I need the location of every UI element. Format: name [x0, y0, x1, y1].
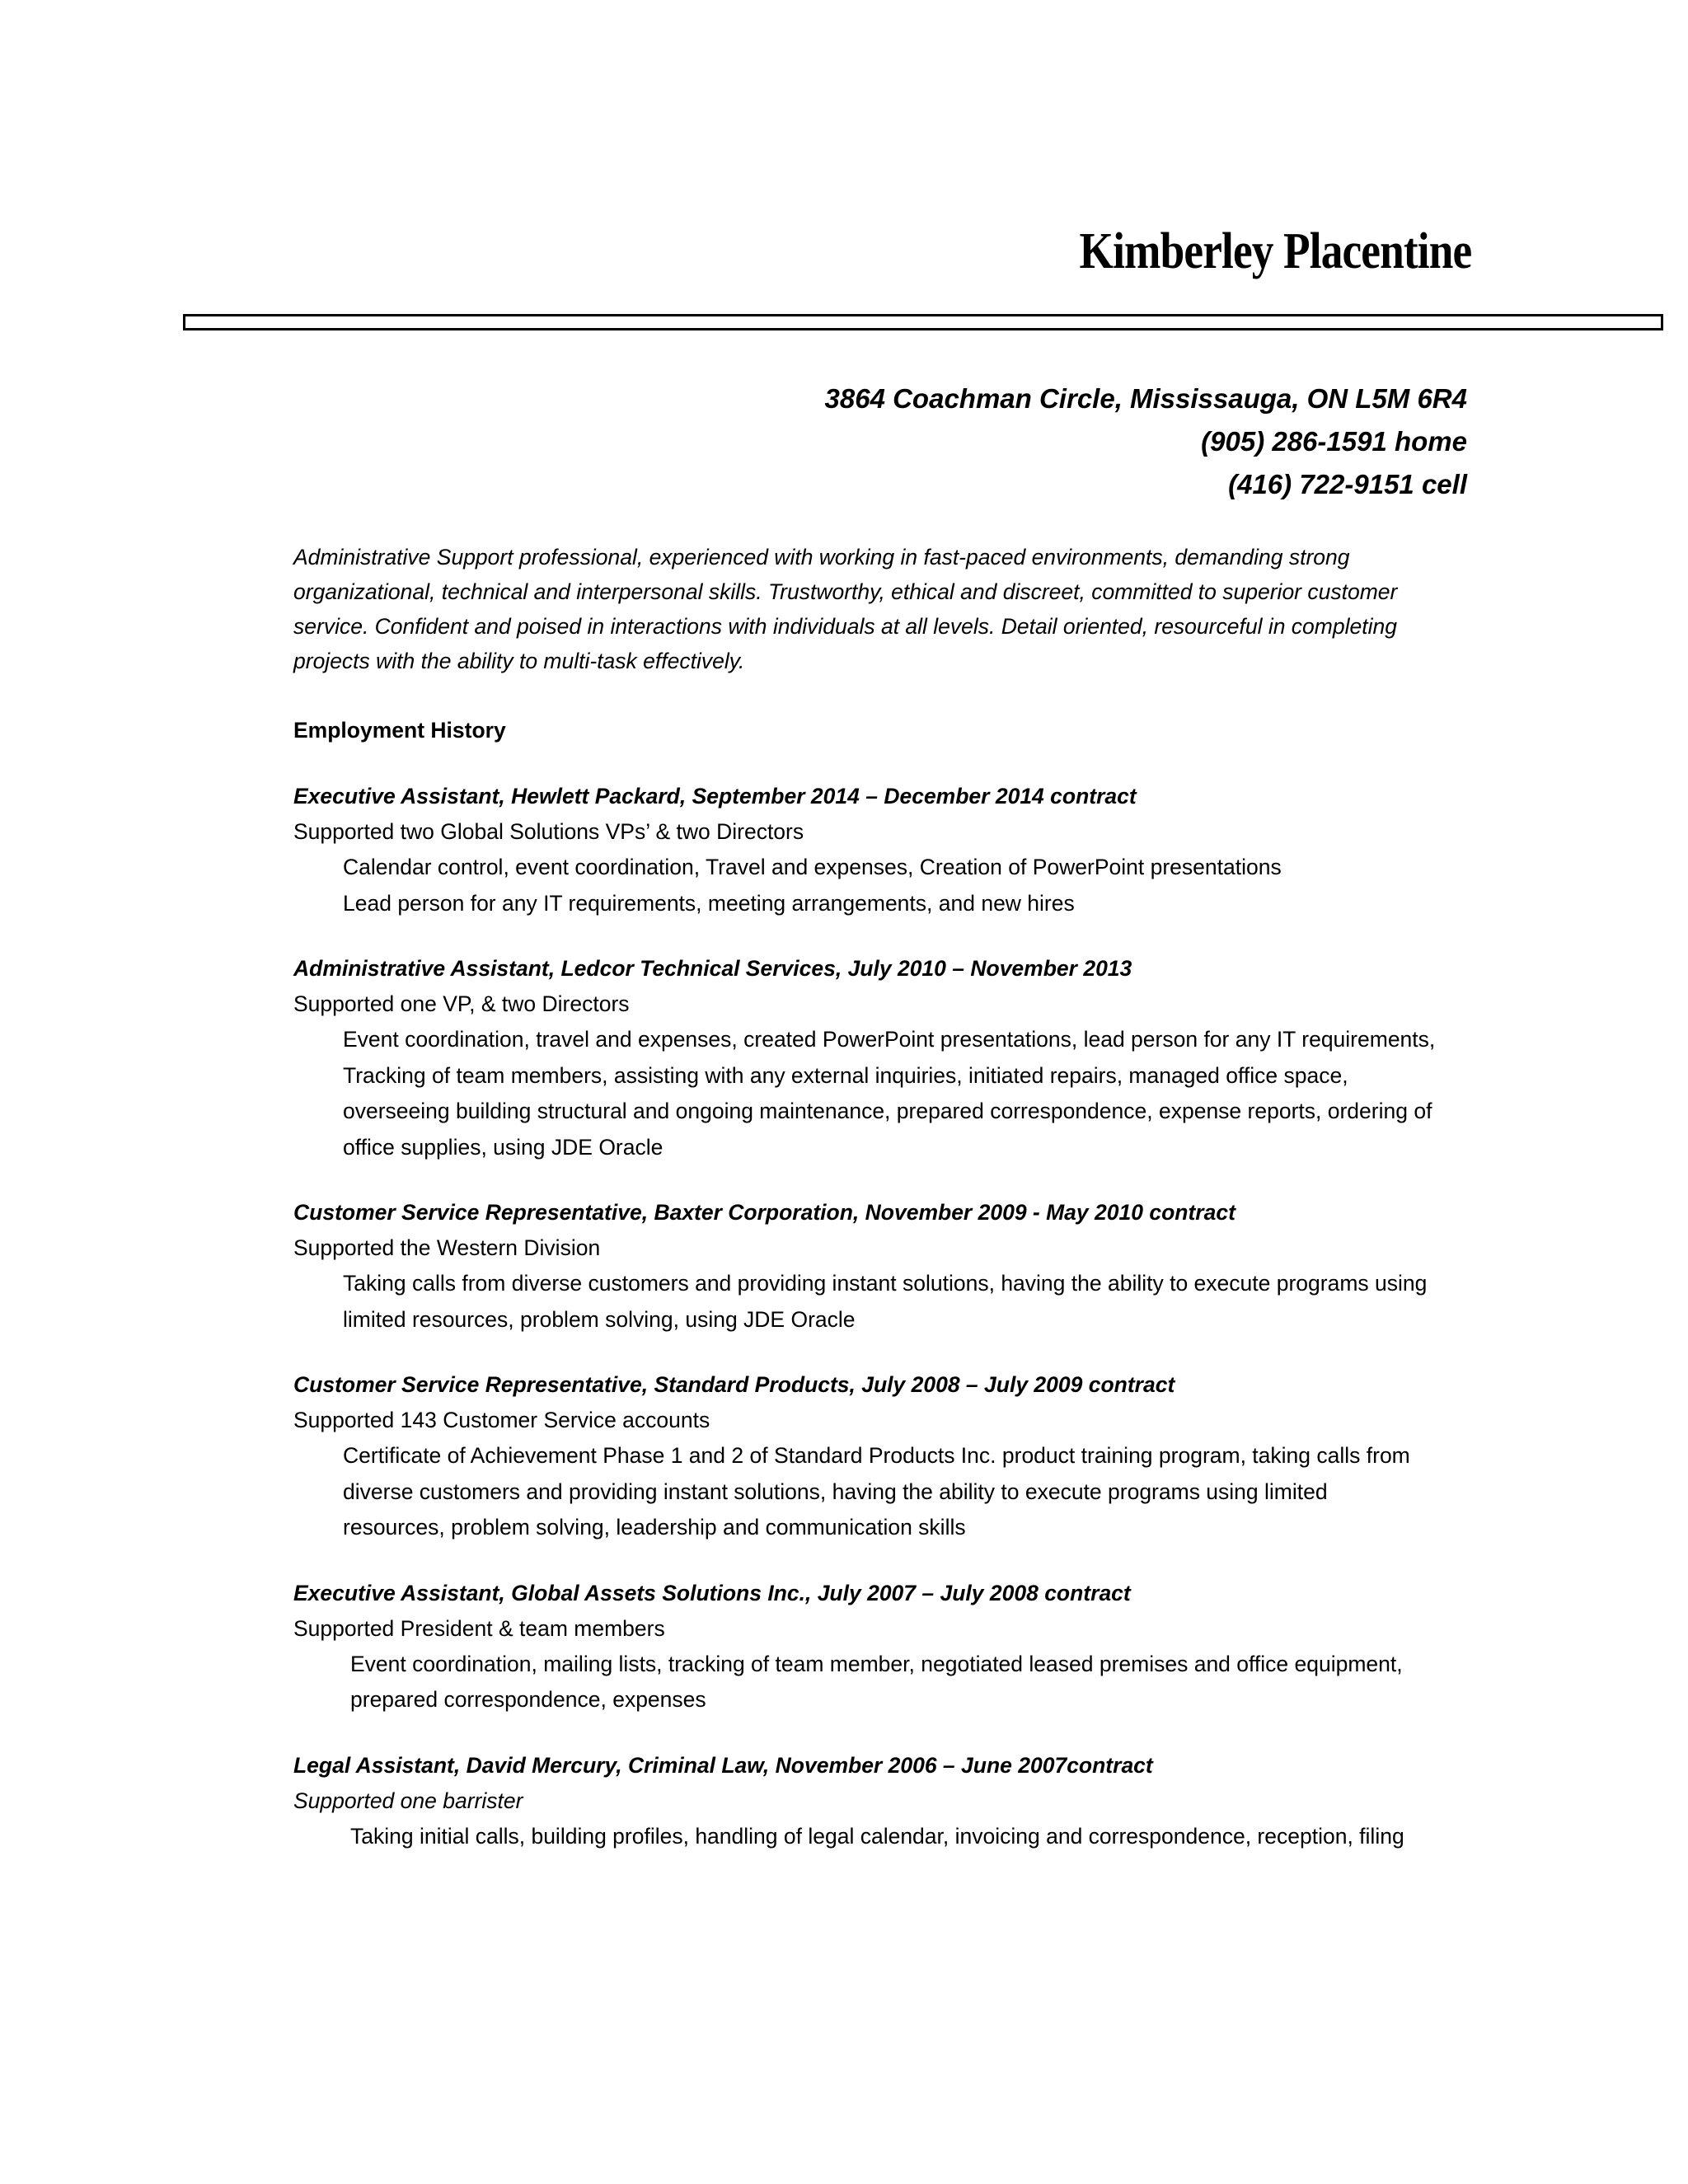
- resume-body: [293, 540, 1472, 1884]
- job-detail-line: Event coordination, mailing lists, tracking of team member, negotiated leased premises and office equipment,: [350, 1651, 1403, 1676]
- job-detail-line: Taking calls from diverse customers and providing instant solutions, having the ability to execute programs using: [343, 1271, 1428, 1296]
- job-supported: Supported one barrister: [293, 1788, 523, 1813]
- job-title: Administrative Assistant, Ledcor Technical Services, July 2010 – November 2013: [293, 956, 1132, 981]
- job-entry: [293, 951, 1472, 1165]
- job-title: Executive Assistant, Hewlett Packard, September 2014 – December 2014 contract: [293, 784, 1137, 808]
- cell-phone: (416) 722-9151 cell: [1228, 469, 1467, 499]
- job-entry: [293, 1367, 1472, 1546]
- job-detail-line: Tracking of team members, assisting with any external inquiries, initiated repairs, managed office space,: [343, 1062, 1348, 1088]
- summary-line: organizational, technical and interpersonal skills. Trustworthy, ethical and discreet, committed to superior customer: [293, 579, 1398, 604]
- job-title: Legal Assistant, David Mercury, Criminal Law, November 2006 – June 2007contract: [293, 1752, 1153, 1778]
- summary-line: projects with the ability to multi-task effectively.: [293, 649, 745, 673]
- job-supported: Supported 143 Customer Service accounts: [293, 1408, 710, 1432]
- job-detail-line: limited resources, problem solving, using JDE Oracle: [343, 1306, 856, 1332]
- job-detail-line: prepared correspondence, expenses: [350, 1687, 706, 1712]
- job-detail-line: office supplies, using JDE Oracle: [343, 1134, 663, 1160]
- job-title: Customer Service Representative, Standard Products, July 2008 – July 2009 contract: [293, 1372, 1175, 1397]
- job-supported: Supported one VP, & two Directors: [293, 991, 630, 1016]
- home-phone: (905) 286-1591 home: [1201, 426, 1467, 457]
- job-detail-line: Calendar control, event coordination, Travel and expenses, Creation of PowerPoint presentations: [343, 855, 1282, 879]
- job-supported: Supported the Western Division: [293, 1235, 601, 1260]
- summary-line: Administrative Support professional, experienced with working in fast-paced environments, demanding strong: [293, 545, 1350, 569]
- summary-line: service. Confident and poised in interactions with individuals at all levels. Detail oriented, resourceful in completing: [293, 614, 1397, 639]
- job-entry: [293, 1748, 1472, 1855]
- contact-block: [825, 377, 1467, 506]
- job-details: [293, 850, 1472, 921]
- job-details: [293, 1819, 1472, 1855]
- job-detail-line: diverse customers and providing instant solutions, having the ability to execute programs using limited: [343, 1479, 1328, 1504]
- candidate-name: Kimberley Placentine: [1079, 223, 1471, 279]
- job-detail-line: overseeing building structural and ongoing maintenance, prepared correspondence, expense reports, ordering of: [343, 1099, 1432, 1123]
- job-detail-line: Lead person for any IT requirements, meeting arrangements, and new hires: [343, 890, 1075, 916]
- professional-summary: [293, 540, 1472, 678]
- job-title: Customer Service Representative, Baxter Corporation, November 2009 - May 2010 contract: [293, 1200, 1236, 1225]
- job-details: [293, 1022, 1472, 1165]
- job-supported: Supported two Global Solutions VPs’ & two Directors: [293, 819, 804, 844]
- job-details: [293, 1438, 1472, 1546]
- job-entry: [293, 1195, 1472, 1338]
- job-detail-line: Taking initial calls, building profiles, handling of legal calendar, invoicing and correspondence, reception, filing: [350, 1823, 1404, 1849]
- job-details: [293, 1647, 1472, 1718]
- job-entry: [293, 779, 1472, 921]
- job-detail-line: resources, problem solving, leadership and communication skills: [343, 1515, 966, 1540]
- address: 3864 Coachman Circle, Mississauga, ON L5M 6R4: [824, 383, 1467, 414]
- job-entry: [293, 1576, 1472, 1718]
- header-divider: [183, 314, 1663, 330]
- job-detail-line: Event coordination, travel and expenses, created PowerPoint presentations, lead person for any IT requirements,: [343, 1027, 1436, 1052]
- employment-history-heading: Employment History: [293, 718, 506, 743]
- job-details: [293, 1266, 1472, 1338]
- job-detail-line: Certificate of Achievement Phase 1 and 2 of Standard Products Inc. product training program, taking calls from: [343, 1443, 1410, 1468]
- job-supported: Supported President & team members: [293, 1615, 665, 1641]
- job-title: Executive Assistant, Global Assets Solutions Inc., July 2007 – July 2008 contract: [293, 1580, 1131, 1605]
